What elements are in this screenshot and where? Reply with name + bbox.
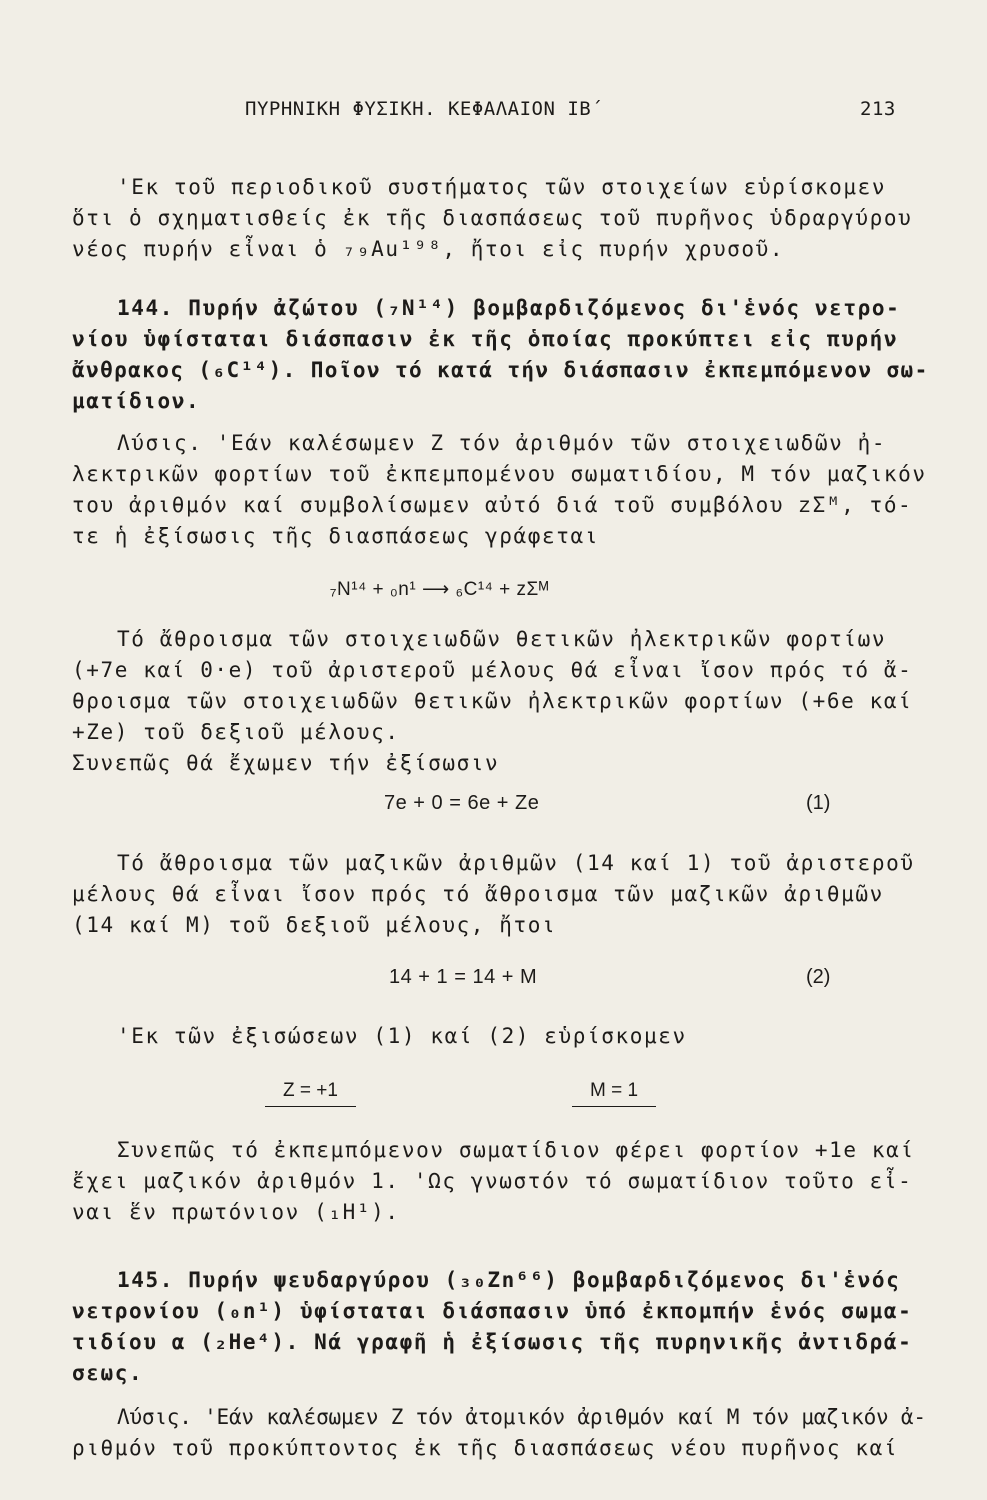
text-line: νετρονίου (₀n¹) ὑφίσταται διάσπασιν ὑπό ἐκπομπήν ἑνός σωμα- bbox=[72, 1299, 913, 1323]
text-line: (14 καί M) τοῦ δεξιοῦ μέλους, ἤτοι bbox=[72, 913, 557, 937]
solution-145 bbox=[72, 1402, 934, 1464]
text-line: +Ze) τοῦ δεξιοῦ μέλους. bbox=[72, 720, 400, 744]
text-line: 'Εκ τοῦ περιοδικοῦ συστήματος τῶν στοιχείων εὑρίσκομεν bbox=[117, 175, 887, 199]
text-line: (+7e καί 0·e) τοῦ ἀριστεροῦ μέλους θά εἶναι ἴσον πρός τό ἄ- bbox=[72, 658, 913, 682]
equation-1: 7e + 0 = 6e + Ze bbox=[384, 792, 540, 814]
text-line: ριθμόν τοῦ προκύπτοντος ἐκ τῆς διασπάσεως νέου πυρῆνος καί bbox=[72, 1436, 899, 1460]
result-z: Z = +1 bbox=[265, 1080, 356, 1107]
problem-144 bbox=[72, 293, 934, 417]
intro-paragraph bbox=[72, 172, 934, 265]
text-line: λεκτρικῶν φορτίων τοῦ ἐκπεμπομένου σωματιδίου, M τόν μαζικόν bbox=[72, 462, 927, 486]
text-line: ἄνθρακος (₆C¹⁴). Ποῖον τό κατά τήν διάσπασιν ἐκπεμπόμενον σω- bbox=[72, 358, 929, 382]
solution-144-para2 bbox=[72, 624, 934, 779]
reaction-equation: ₇N¹⁴ + ₀n¹ ⟶ ₆C¹⁴ + ᴢΣᴹ bbox=[330, 579, 549, 600]
text-line: Συνεπῶς τό ἐκπεμπόμενον σωματίδιον φέρει φορτίον +1e καί bbox=[117, 1138, 915, 1162]
text-line: μέλους θά εἶναι ἴσον πρός τό ἄθροισμα τῶν μαζικῶν ἀριθμῶν bbox=[72, 882, 884, 906]
text-line: Τό ἄθροισμα τῶν στοιχειωδῶν θετικῶν ἠλεκτρικῶν φορτίων bbox=[117, 627, 887, 651]
text-line: 145. Πυρήν ψευδαργύρου (₃₀Zn⁶⁶) βομβαρδιζόμενος δι'ἑνός bbox=[117, 1268, 901, 1292]
text-line: Τό ἄθροισμα τῶν μαζικῶν ἀριθμῶν (14 καί 1) τοῦ ἀριστεροῦ bbox=[117, 851, 915, 875]
text-line: σεως. bbox=[72, 1361, 144, 1385]
page-number: 213 bbox=[860, 98, 896, 120]
text-line: θροισμα τῶν στοιχειωδῶν θετικῶν ἠλεκτρικῶν φορτίων (+6e καί bbox=[72, 689, 913, 713]
text-line: Λύσις. 'Εάν καλέσωμεν Z τόν ἀριθμόν τῶν στοιχειωδῶν ἠ- bbox=[117, 431, 887, 455]
chapter-title: ΠΥΡΗΝΙΚΗ ΦΥΣΙΚΗ. ΚΕΦΑΛΑΙΟΝ ΙΒ΄ bbox=[245, 98, 604, 120]
equation-1-number: (1) bbox=[806, 792, 831, 814]
text-line: 'Εκ τῶν ἐξισώσεων (1) καί (2) εὑρίσκομεν bbox=[117, 1024, 687, 1048]
text-line: τε ἡ ἐξίσωσις τῆς διασπάσεως γράφεται bbox=[72, 524, 599, 548]
text-line: του ἀριθμόν καί συμβολίσωμεν αὐτό διά τοῦ συμβόλου ᴢΣᴹ, τό- bbox=[72, 493, 913, 517]
text-line: ναι ἕν πρωτόνιον (₁H¹). bbox=[72, 1200, 400, 1224]
solution-144-para4 bbox=[72, 1021, 934, 1052]
text-line: ἔχει μαζικόν ἀριθμόν 1. 'Ως γνωστόν τό σωματίδιον τοῦτο εἶ- bbox=[72, 1169, 913, 1193]
solution-144-para5 bbox=[72, 1135, 934, 1228]
result-m: M = 1 bbox=[572, 1080, 656, 1107]
running-header bbox=[245, 98, 905, 120]
text-line: νέος πυρήν εἶναι ὁ ₇₉Au¹⁹⁸, ἤτοι εἰς πυρήν χρυσοῦ. bbox=[72, 237, 785, 261]
problem-145 bbox=[72, 1265, 934, 1389]
equation-2-number: (2) bbox=[806, 966, 831, 988]
solution-144-para3 bbox=[72, 848, 934, 941]
equation-2: 14 + 1 = 14 + M bbox=[389, 966, 538, 988]
text-line: τιδίου α (₂He⁴). Νά γραφῆ ἡ ἐξίσωσις τῆς πυρηνικῆς ἀντιδρά- bbox=[72, 1330, 913, 1354]
solution-144-para1 bbox=[72, 428, 934, 552]
text-line: Συνεπῶς θά ἔχωμεν τήν ἐξίσωσιν bbox=[72, 751, 500, 775]
text-line: Λύσις. 'Εάν καλέσωμεν Z τόν ἀτομικόν ἀριθμόν καί M τόν μαζικόν ἀ- bbox=[117, 1405, 926, 1429]
text-line: ὅτι ὁ σχηματισθείς ἐκ τῆς διασπάσεως τοῦ πυρῆνος ὑδραργύρου bbox=[72, 206, 913, 230]
text-line: 144. Πυρήν ἀζώτου (₇N¹⁴) βομβαρδιζόμενος δι'ἑνός νετρο- bbox=[117, 296, 901, 320]
text-line: ματίδιον. bbox=[72, 389, 201, 413]
text-line: νίου ὑφίσταται διάσπασιν ἐκ τῆς ὁποίας προκύπτει εἰς πυρήν bbox=[72, 327, 899, 351]
